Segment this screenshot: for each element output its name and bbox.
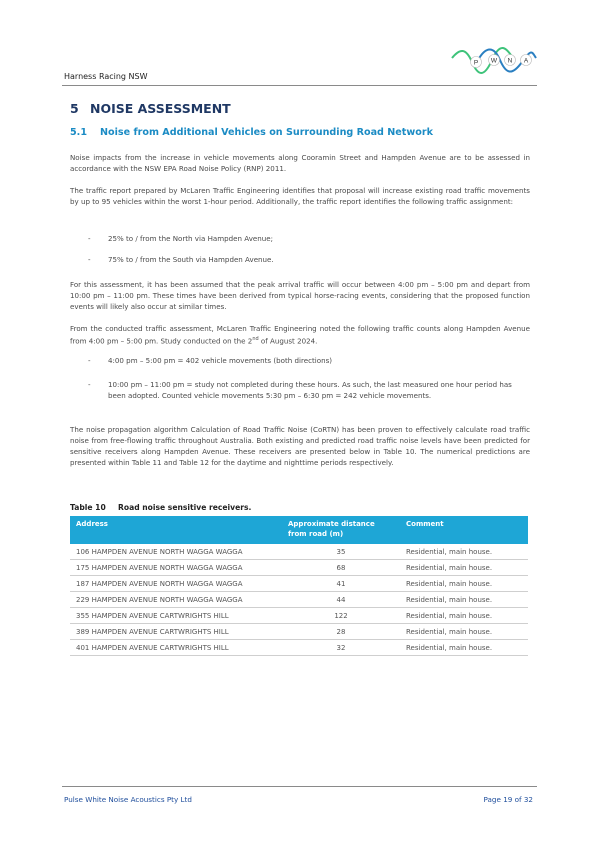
table-row — [70, 608, 528, 624]
bullet-dash: - — [88, 380, 91, 389]
footer-divider — [62, 786, 537, 787]
cell-address: 229 HAMPDEN AVENUE NORTH WAGGA WAGGA — [70, 592, 282, 608]
cell-distance: 28 — [282, 624, 400, 640]
bullet-text: 75% to / from the South via Hampden Avenue. — [108, 255, 274, 264]
subsection-number: 5.1 — [70, 127, 87, 138]
paragraph-assumption: For this assessment, it has been assumed that the peak arrival traffic will occur between 4:00 pm – 5:00 pm and depart from 10:00 pm – 11:00 pm. These times have been derived from typical horse-racing events, considering that the proposed function events will likely also occur at similar times. — [70, 280, 530, 311]
table-caption-text: Road noise sensitive receivers. — [118, 503, 252, 512]
cell-distance: 35 — [282, 544, 400, 560]
cell-comment: Residential, main house. — [400, 608, 528, 624]
cell-distance: 122 — [282, 608, 400, 624]
header-client-name: Harness Racing NSW — [64, 72, 148, 81]
bullet-peak-count — [88, 355, 528, 366]
traffic-counts-text-end: of August 2024. — [258, 336, 318, 346]
traffic-counts-text: From the conducted traffic assessment, McLaren Traffic Engineering noted the following traffic counts along Hampden Avenue from 4:00 pm – 5:00 pm. Study conducted on the 2 — [70, 324, 530, 346]
cell-comment: Residential, main house. — [400, 592, 528, 608]
logo-letter-n: N — [507, 57, 513, 65]
ordinal-suffix: nd — [252, 336, 259, 342]
cell-address: 106 HAMPDEN AVENUE NORTH WAGGA WAGGA — [70, 544, 282, 560]
cell-distance: 41 — [282, 576, 400, 592]
footer-company: Pulse White Noise Acoustics Pty Ltd — [64, 795, 192, 804]
cell-comment: Residential, main house. — [400, 624, 528, 640]
paragraph-traffic-counts — [70, 323, 530, 346]
subsection-heading — [70, 127, 433, 138]
section-title: NOISE ASSESSMENT — [90, 101, 231, 116]
bullet-text: 25% to / from the North via Hampden Avenue; — [108, 234, 274, 243]
bullet-evening-count — [88, 379, 528, 401]
paragraph-cortn: The noise propagation algorithm Calculation of Road Traffic Noise (CoRTN) has been proven to effectively calculate road traffic noise from free-flowing traffic throughout Australia. Both existing and predicted road traffic noise levels have been predicted for sensitive receivers along Hampden Avenue. These receivers are presented below in Table 10. The numerical predictions are presented within Table 11 and Table 12 for the daytime and nighttime periods respectively. — [70, 425, 530, 467]
bullet-north — [88, 233, 528, 244]
bullet-dash: - — [88, 234, 91, 243]
paragraph-rnp: Noise impacts from the increase in vehicle movements along Cooramin Street and Hampden Avenue are to be assessed in accordance with the NSW EPA Road Noise Policy (RNP) 2011. — [70, 153, 530, 173]
cell-distance: 68 — [282, 560, 400, 576]
table-row — [70, 592, 528, 608]
logo-letter-w: W — [490, 57, 498, 65]
header-comment: Comment — [400, 516, 528, 544]
receivers-table — [70, 516, 528, 656]
table-row — [70, 624, 528, 640]
table-row — [70, 640, 528, 656]
cell-distance: 44 — [282, 592, 400, 608]
table-number: Table 10 — [70, 503, 106, 512]
cell-comment: Residential, main house. — [400, 640, 528, 656]
bullet-dash: - — [88, 255, 91, 264]
table-header-row — [70, 516, 528, 544]
header-divider — [62, 85, 537, 86]
table-row — [70, 576, 528, 592]
cell-distance: 32 — [282, 640, 400, 656]
table-caption — [70, 503, 251, 512]
header-address: Address — [70, 516, 282, 544]
cell-comment: Residential, main house. — [400, 544, 528, 560]
footer-page-number: Page 19 of 32 — [483, 795, 533, 804]
header-distance: Approximate distance from road (m) — [282, 516, 400, 544]
cell-address: 389 HAMPDEN AVENUE CARTWRIGHTS HILL — [70, 624, 282, 640]
bullet-text: 4:00 pm – 5:00 pm = 402 vehicle movements (both directions) — [108, 356, 333, 365]
paragraph-traffic-report: The traffic report prepared by McLaren Traffic Engineering identifies that proposal will increase existing road traffic movements by up to 95 vehicles within the worst 1-hour period. Additionally, the traffic report identifies the following traffic assignment: — [70, 186, 530, 206]
subsection-title: Noise from Additional Vehicles on Surrounding Road Network — [100, 127, 433, 138]
cell-address: 401 HAMPDEN AVENUE CARTWRIGHTS HILL — [70, 640, 282, 656]
bullet-dash: - — [88, 356, 91, 365]
cell-address: 355 HAMPDEN AVENUE CARTWRIGHTS HILL — [70, 608, 282, 624]
pwna-logo — [448, 44, 538, 82]
cell-comment: Residential, main house. — [400, 576, 528, 592]
table-row — [70, 544, 528, 560]
section-heading — [70, 101, 231, 116]
bullet-south — [88, 254, 528, 265]
table-row — [70, 560, 528, 576]
logo-letter-p: P — [473, 59, 479, 67]
cell-address: 175 HAMPDEN AVENUE NORTH WAGGA WAGGA — [70, 560, 282, 576]
logo-letter-a: A — [523, 57, 529, 65]
bullet-text: 10:00 pm – 11:00 pm = study not completed during these hours. As such, the last measured one hour period has been adopted. Counted vehicle movements 5:30 pm – 6:30 pm = 242 vehicle movements. — [108, 380, 512, 400]
cell-address: 187 HAMPDEN AVENUE NORTH WAGGA WAGGA — [70, 576, 282, 592]
section-number: 5 — [70, 101, 79, 116]
cell-comment: Residential, main house. — [400, 560, 528, 576]
